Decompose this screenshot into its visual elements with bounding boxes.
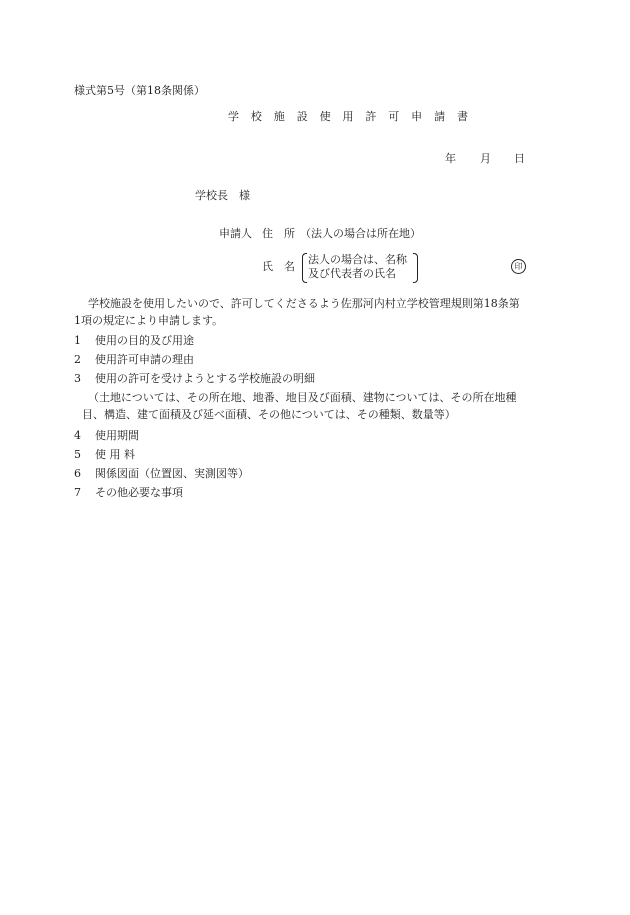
list-item-text: 関係図面（位置図、実測図等）	[95, 467, 249, 480]
date-year-label: 年	[445, 152, 456, 165]
name-note-bracket	[302, 253, 418, 281]
addressee: 学校長 様	[195, 189, 250, 202]
address-label: 住 所	[262, 227, 295, 240]
applicant-label: 申請人	[219, 227, 252, 240]
list-item-text: 使用の許可を受けようとする学校施設の明細	[95, 372, 315, 385]
item3-note-line2: 目、構造、建て面積及び延べ面積、その他については、その種類、数量等）	[82, 408, 456, 421]
document-title: 学 校 施 設 使 用 許 可 申 請 書	[228, 110, 473, 123]
list-item-number: 5	[74, 448, 81, 461]
list-item-text: 使用許可申請の理由	[95, 353, 194, 366]
date-day-label: 日	[514, 152, 525, 165]
date-month-label: 月	[480, 152, 491, 165]
right-bracket	[413, 253, 418, 283]
list-item-number: 1	[74, 334, 81, 347]
name-note-line1: 法人の場合は、名称	[308, 253, 407, 266]
list-item-number: 4	[74, 429, 81, 442]
list-item-text: 使用の目的及び用途	[95, 334, 194, 347]
list-item-number: 3	[74, 372, 81, 385]
list-item-text: その他必要な事項	[95, 486, 183, 499]
list-item-number: 2	[74, 353, 81, 366]
name-label: 氏 名	[262, 260, 295, 273]
address-note: （法人の場合は所在地）	[300, 227, 421, 240]
left-bracket	[302, 253, 307, 283]
list-item-text: 使用期間	[95, 429, 139, 442]
list-item-number: 7	[74, 486, 81, 499]
list-item-number: 6	[74, 467, 81, 480]
list-item-text: 使 用 料	[95, 448, 135, 461]
body-text-line1: 学校施設を使用したいので、許可してくださるよう佐那河内村立学校管理規則第18条第	[88, 297, 520, 310]
seal-mark: 印	[511, 259, 526, 274]
form-number: 様式第5号（第18条関係）	[74, 84, 205, 97]
item3-note-line1: （土地については、その所在地、地番、地目及び面積、建物については、その所在地種	[88, 391, 517, 404]
body-text-line2: 1項の規定により申請します。	[74, 314, 224, 327]
name-note-line2: 及び代表者の氏名	[308, 267, 396, 280]
